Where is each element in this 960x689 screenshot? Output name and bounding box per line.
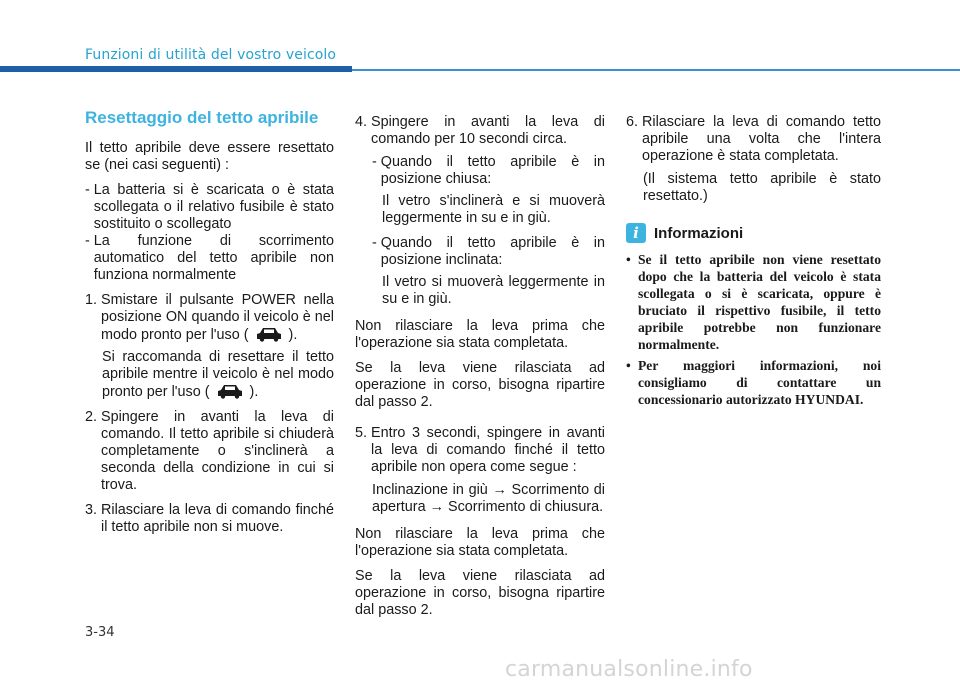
case-marker: - xyxy=(85,233,94,249)
step-4 xyxy=(355,114,605,148)
info-icon: i xyxy=(626,223,646,243)
step-text-a: Smistare il pulsante POWER nella posizione ON quando il veicolo è nel modo pronto per l'uso ( xyxy=(101,292,334,343)
column-2 xyxy=(355,114,605,627)
column-3 xyxy=(626,114,881,412)
sub-condition xyxy=(355,235,605,269)
step-text xyxy=(101,292,334,344)
section-heading: Resettaggio del tetto apribile xyxy=(85,108,319,127)
step-5 xyxy=(355,425,605,476)
step-text-b: ). xyxy=(288,327,298,343)
case-text: La funzione di scorrimento automatico del tetto apribile non funziona normalmente xyxy=(93,233,334,283)
operation-sequence: Inclinazione in giù → Scorrimento di apertura → Scorrimento di chiusura. xyxy=(372,482,605,515)
warning-text: Non rilasciare la leva prima che l'operazione sia stata completata. xyxy=(355,526,605,559)
header-title: Funzioni di utilità del vostro veicolo xyxy=(85,47,337,63)
note-text-b: ). xyxy=(249,384,259,400)
step-2 xyxy=(85,409,334,494)
step-6-note: (Il sistema tetto apribile è stato resettato.) xyxy=(643,171,881,204)
case-text: La batteria si è scaricata o è stata scollegata o il relativo fusibile è stato sostituito o scollegato xyxy=(93,182,334,232)
bullet-marker: • xyxy=(626,358,631,373)
step-marker: 4. xyxy=(355,114,371,130)
step-marker: 2. xyxy=(85,409,101,425)
intro-text: Il tetto apribile deve essere resettato se (nei casi seguenti) : xyxy=(85,140,334,173)
step-6 xyxy=(626,114,881,165)
sub-note: Il vetro si muoverà leggermente in su e in giù. xyxy=(382,274,605,307)
step-text: Rilasciare la leva di comando tetto apribile una volta che l'intera operazione è stata completata. xyxy=(642,114,881,164)
step-text: Spingere in avanti la leva di comando. Il tetto apribile si chiuderà completamente o s'inclinerà a seconda della condizione in cui si trova. xyxy=(101,409,334,493)
step-marker: 3. xyxy=(85,502,101,518)
sub-marker: - xyxy=(372,154,381,170)
step-text: Spingere in avanti la leva di comando per 10 secondi circa. xyxy=(371,114,605,147)
step-text: Rilasciare la leva di comando finché il tetto apribile non si muove. xyxy=(101,502,334,535)
step-1-note xyxy=(85,349,334,401)
header-rule xyxy=(352,69,960,71)
watermark: carmanualsonline.info xyxy=(505,657,753,682)
step-3 xyxy=(85,502,334,536)
info-bullet xyxy=(626,357,881,408)
sub-marker: - xyxy=(372,235,381,251)
case-marker: - xyxy=(85,182,94,198)
header-bar xyxy=(0,66,352,72)
retry-text: Se la leva viene rilasciata ad operazione in corso, bisogna ripartire dal passo 2. xyxy=(355,568,605,618)
sub-text: Quando il tetto apribile è in posizione inclinata: xyxy=(380,235,605,268)
bullet-text: Se il tetto apribile non viene resettato dopo che la batteria del veicolo è stata scollegata o si è scaricata, oppure è bruciato il rispettivo fusibile, il tetto apribile potrebbe non funzionare normalmente. xyxy=(638,252,881,352)
info-title: Informazioni xyxy=(654,224,744,242)
info-header xyxy=(626,223,881,243)
step-marker: 6. xyxy=(626,114,642,130)
page-number: 3-34 xyxy=(85,625,115,640)
step-marker: 1. xyxy=(85,292,101,308)
retry-text: Se la leva viene rilasciata ad operazione in corso, bisogna ripartire dal passo 2. xyxy=(355,360,605,410)
warning-text: Non rilasciare la leva prima che l'operazione sia stata completata. xyxy=(355,318,605,351)
step-text: Entro 3 secondi, spingere in avanti la leva di comando finché il tetto apribile non opera come segue : xyxy=(371,425,605,475)
car-ready-icon xyxy=(255,326,283,342)
bullet-text: Per maggiori informazioni, noi consigliamo di contattare un concessionario autorizzato HYUNDAI. xyxy=(638,358,881,407)
step-1 xyxy=(85,292,334,344)
case-item xyxy=(85,182,334,233)
step-marker: 5. xyxy=(355,425,371,441)
sub-text: Quando il tetto apribile è in posizione chiusa: xyxy=(380,154,605,187)
sub-condition xyxy=(355,154,605,188)
note-text-a: Si raccomanda di resettare il tetto apribile mentre il veicolo è nel modo pronto per l'uso ( xyxy=(102,349,334,400)
sub-note: Il vetro s'inclinerà e si muoverà leggermente in su e in giù. xyxy=(382,193,605,226)
column-1 xyxy=(85,108,334,536)
car-ready-icon xyxy=(216,383,244,399)
info-bullet xyxy=(626,251,881,353)
bullet-marker: • xyxy=(626,252,631,267)
case-item xyxy=(85,233,334,284)
